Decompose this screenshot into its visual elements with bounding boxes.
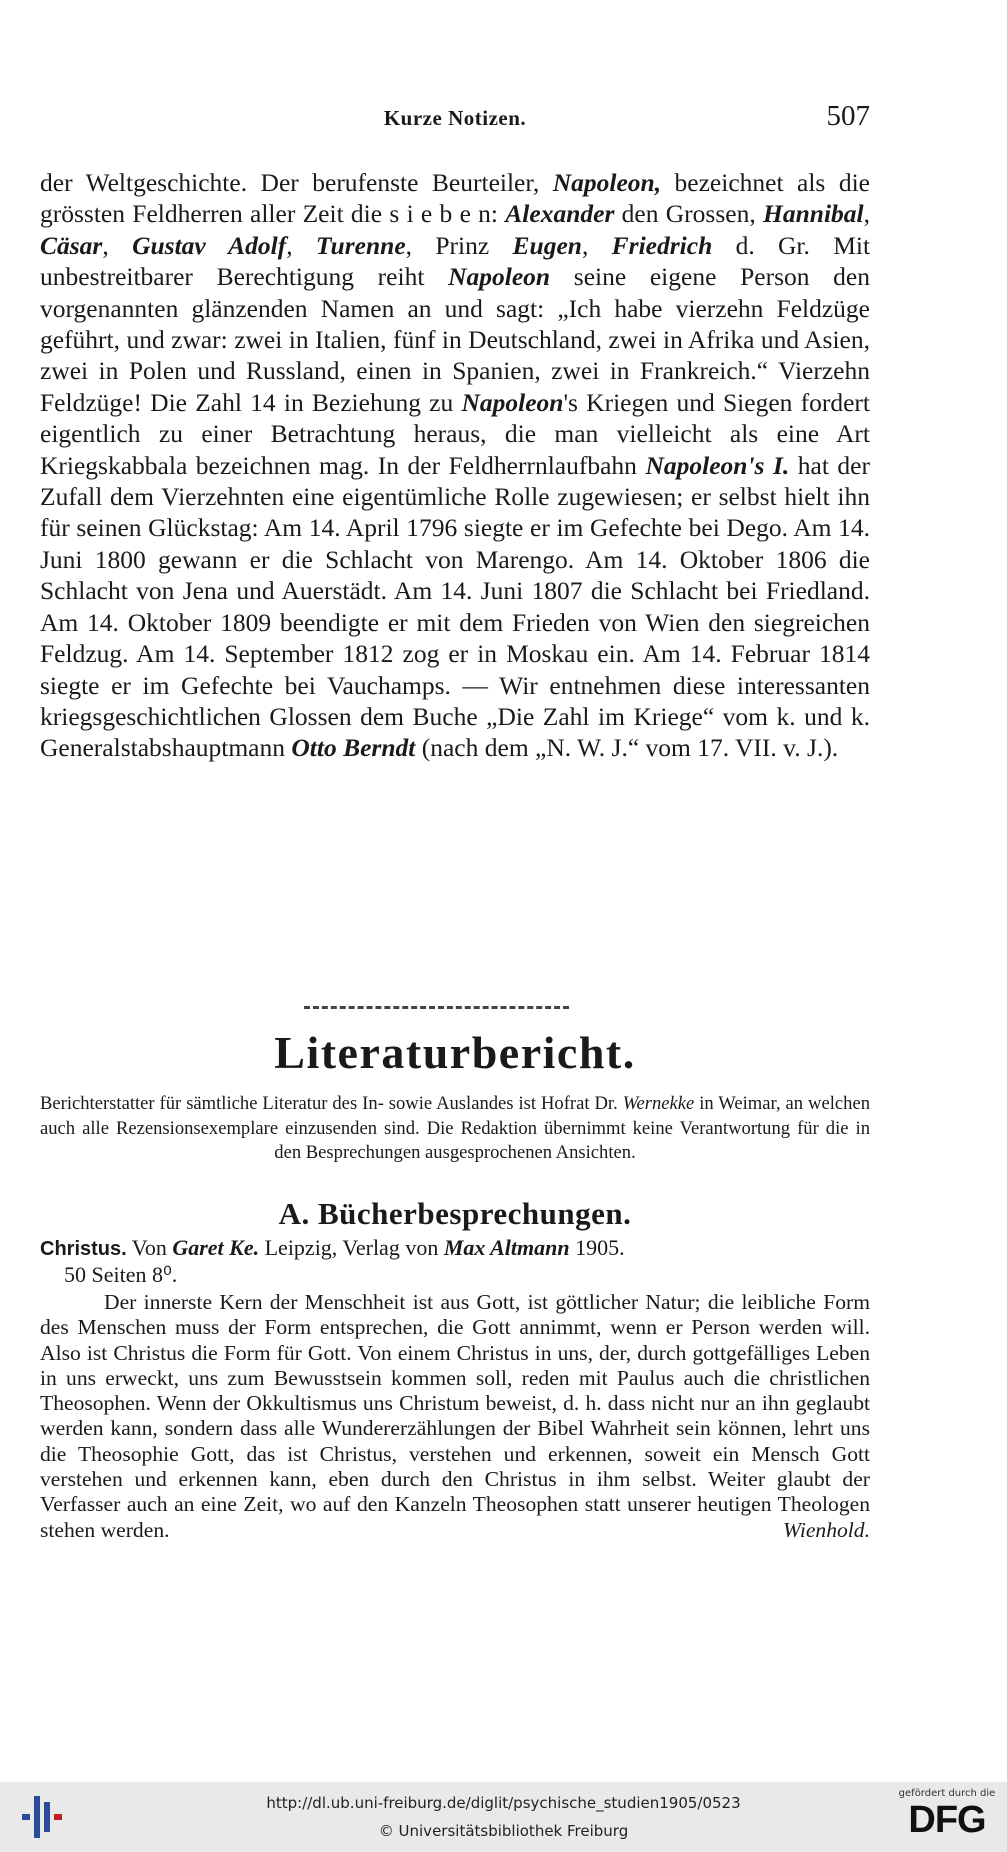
publisher-name: Max Altmann <box>443 1235 570 1260</box>
page-count: 50 Seiten 8⁰. <box>64 1262 178 1287</box>
reviewer-signature: Wienhold. <box>783 1517 870 1542</box>
person-name: Turenne <box>315 230 406 260</box>
editor-name: Wernekke <box>622 1093 695 1114</box>
person-name: Alexander <box>505 199 615 229</box>
review-body: Der innerste Kern der Menschheit ist aus Gott, ist göttlicher Natur; die leibliche Form des Menschen muss der Form entsprechen, die Gott annimmt, wenn er Person werden will. Also ist Christus die Form für Gott. Von einem Christus in uns, der, durch gottgefälliges Leben in uns erweckt, uns zum Bewusstsein kommen soll, reden mit Paulus auch die christlichen Theosophen. Wenn der Okkultismus uns Christum beweist, d. h. dass nicht nur an ihn geglaubt werden kann, sondern dass alle Wundererzählungen der Bibel Wahrheit sein können, lehrt uns die Theosophie Gott, das ist Christus, verstehen und erkennen, soweit ein Mensch Gott verstehen und erkennen kann, eben durch den Christus in ihm selbst. Weiter glaubt der Verfasser auch an eine Zeit, wo auf den Kanzeln Theosophen statt unserer heutigen Theologen stehen werden. Wienhold. <box>40 1290 870 1542</box>
sponsor-badge[interactable] <box>897 1788 997 1848</box>
book-title: Christus. <box>40 1238 127 1260</box>
person-name: Friedrich <box>611 230 713 260</box>
copyright-notice: © Universitätsbibliothek Freiburg <box>378 1822 629 1840</box>
source-link[interactable]: http://dl.ub.uni-freiburg.de/diglit/psychische_studien1905/0523 <box>266 1794 741 1812</box>
person-name: Napoleon <box>448 262 551 292</box>
person-name: Eugen <box>512 230 582 260</box>
person-name: Cäsar <box>40 230 103 260</box>
person-name: Hannibal <box>763 199 864 229</box>
editorial-note: Berichterstatter für sämtliche Literatur des In- sowie Auslandes ist Hofrat Dr. Wernekke in Weimar, an welchen auch alle Rezensionsexemplare einzusenden sind. Die Redaktion übernimmt keine Verantwortung für die in den Besprechungen ausgesprochenen Ansichten. <box>40 1093 870 1163</box>
page-number: 507 <box>826 100 870 132</box>
person-name: Napoleon <box>461 387 564 417</box>
article-text <box>40 167 870 764</box>
review-citation: Christus. Von Garet Ke. Leipzig, Verlag von Max Altmann 1905. <box>40 1235 625 1260</box>
dfg-logo: DFG <box>908 1799 986 1841</box>
running-title: Kurze Notizen. <box>383 106 527 130</box>
section-divider <box>304 1006 569 1009</box>
article-paragraph: der Weltgeschichte. Der berufenste Beurteiler, Napoleon, bezeichnet als die grössten Feldherren aller Zeit die s i e b e n: Alexander den Grossen, Hannibal, Cäsar, Gustav Adolf, Turenne, Prinz Eugen, Friedrich d. Gr. Mit unbestreitbarer Berechtigung reiht Napoleon seine eigene Person den vorgenannten glänzenden Namen an und sagt: „Ich habe vierzehn Feldzüge geführt, und zwar: zwei in Italien, fünf in Deutschland, zwei in Afrika und Asien, zwei in Polen und Russland, einen in Spanien, zwei in Frankreich.“ Vierzehn Feldzüge! Die Zahl 14 in Beziehung zu Napoleon's Kriegen und Siegen fordert eigentlich zu einer Betrachtung heraus, die man vielleicht als eine Art Kriegskabbala bezeichnen mag. In der Feldherrnlaufbahn Napoleon's I. hat der Zufall dem Vierzehnten eine eigentümliche Rolle zugewiesen; er selbst hielt ihn für seinen Glückstag: Am 14. April 1796 siegte er im Gefechte bei Dego. Am 14. Juni 1800 gewann er die Schlacht von Marengo. Am 14. Oktober 1806 die Schlacht von Jena und Auerstädt. Am 14. Juni 1807 die Schlacht bei Friedland. Am 14. Oktober 1809 beendigte er mit dem Frieden von Wien den siegreichen Feldzug. Am 14. September 1812 zog er in Moskau ein. Am 14. Februar 1814 siegte er im Gefechte bei Vauchamps. — Wir entnehmen diese interessanten kriegsgeschichtlichen Glossen dem Buche „Die Zahl im Kriege“ vom k. und k. Generalstabshauptmann Otto Berndt (nach dem „N. W. J.“ vom 17. VII. v. J.). <box>40 168 871 763</box>
running-header <box>40 102 870 134</box>
section-title: Literaturbericht. <box>274 1027 636 1078</box>
person-name: Gustav Adolf <box>132 230 287 260</box>
person-name: Napoleon, <box>552 168 662 197</box>
viewer-footer <box>0 1782 1007 1852</box>
review-heading <box>40 1235 870 1288</box>
subsection-title: A. Bücherbesprechungen. <box>278 1196 632 1231</box>
sponsor-caption: gefördert durch die <box>898 1788 996 1799</box>
author-name: Otto Berndt <box>291 733 416 763</box>
person-name: Napoleon's I. <box>645 450 790 480</box>
book-author: Garet Ke. <box>172 1235 260 1260</box>
